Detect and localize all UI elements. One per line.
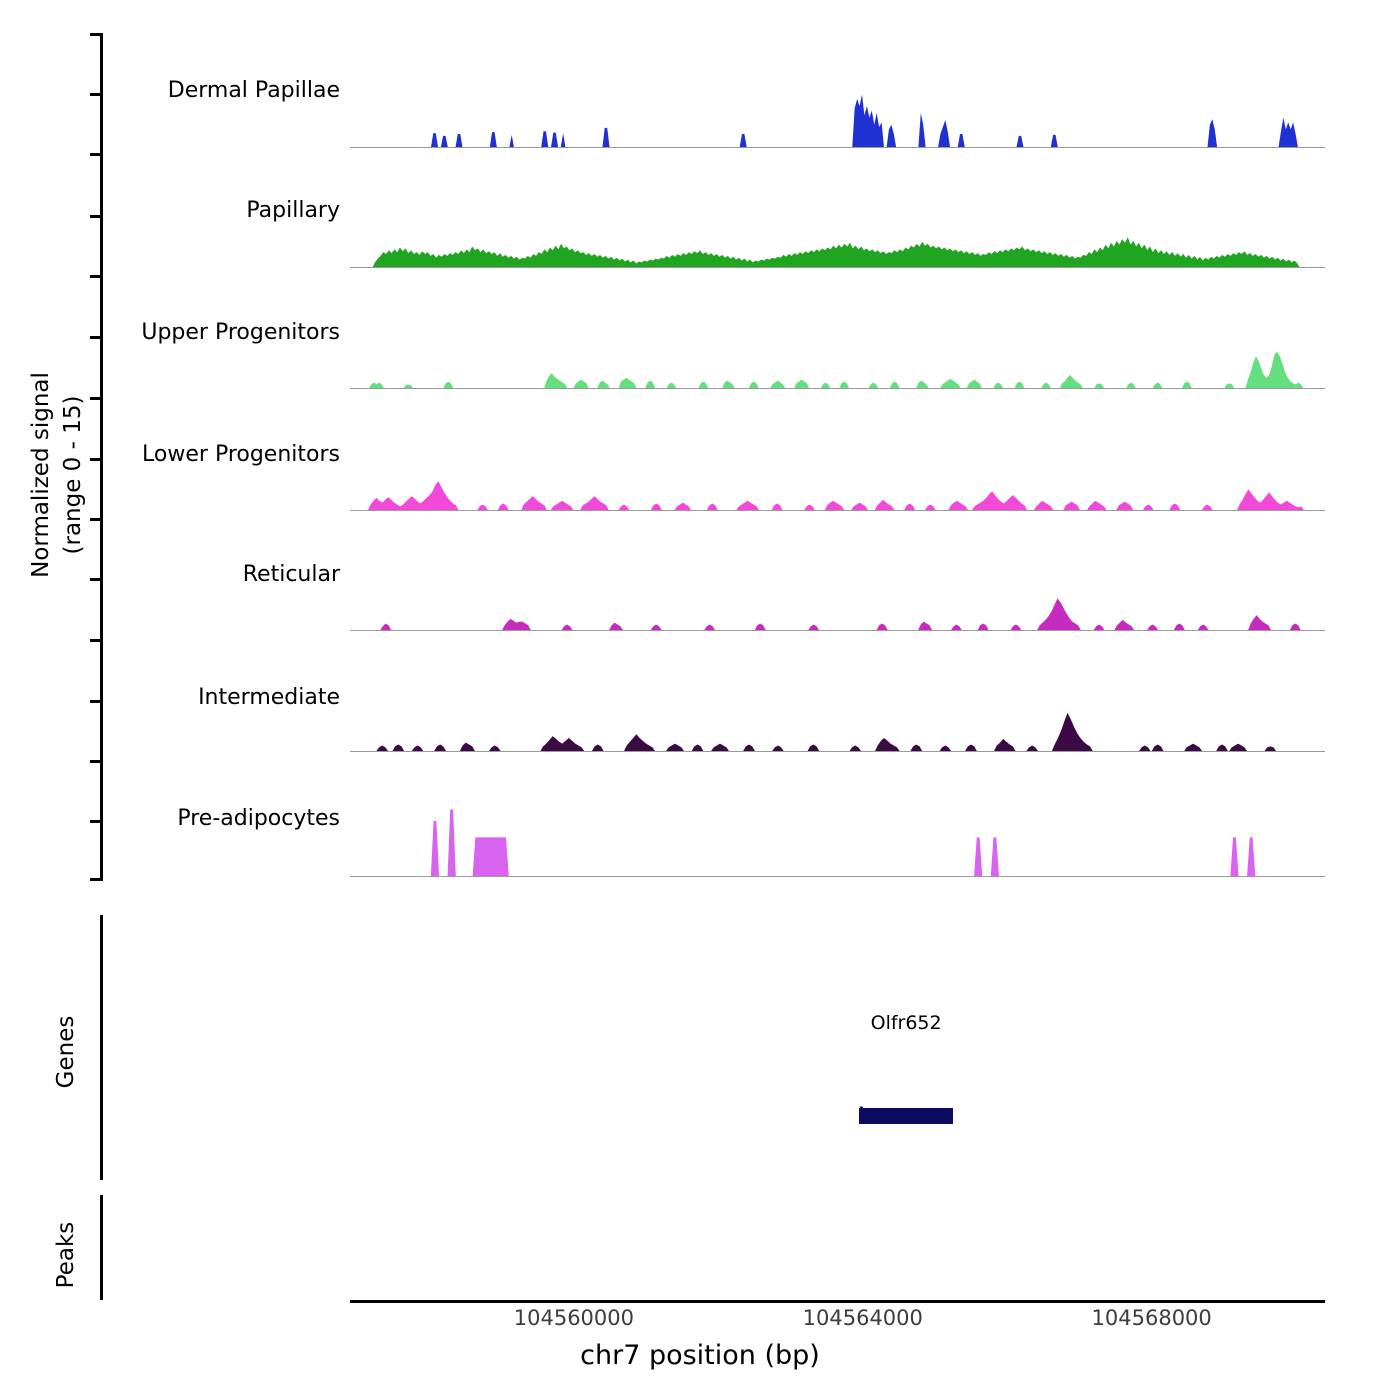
x-axis-line [350, 1300, 1325, 1303]
genes-axis-title [53, 972, 87, 1132]
signal-axis-tick [90, 518, 103, 521]
gene-name-label: Olfr652 [870, 1012, 942, 1034]
track-baseline [350, 267, 1325, 268]
x-tick-label: 104564000 [802, 1306, 923, 1330]
peaks-axis-title [53, 1175, 87, 1335]
track-dermal-papillae [350, 78, 1325, 148]
track-label-upper-progenitors: Upper Progenitors [141, 320, 340, 345]
y-axis-title-line2: (range 0 - 15) [60, 395, 86, 555]
track-label-pre-adipocytes: Pre-adipocytes [177, 806, 340, 831]
track-label-papillary: Papillary [246, 198, 340, 223]
track-label-reticular: Reticular [242, 562, 340, 587]
track-label-intermediate: Intermediate [198, 685, 340, 710]
y-axis-title-line1: Normalized signal [28, 372, 54, 578]
signal-axis-tick [90, 33, 103, 36]
gene-body[interactable] [857, 1105, 953, 1124]
peaks-title-text: Peaks [53, 1221, 79, 1289]
track-upper-progenitors [350, 319, 1325, 389]
genes-axis-spine [100, 915, 103, 1180]
track-papillary [350, 198, 1325, 268]
x-axis-title: chr7 position (bp) [580, 1340, 820, 1371]
y-axis-title [25, 360, 95, 590]
track-label-dermal-papillae: Dermal Papillae [167, 78, 340, 103]
track-baseline [350, 751, 1325, 752]
track-baseline [350, 630, 1325, 631]
track-reticular [350, 561, 1325, 631]
track-baseline [350, 388, 1325, 389]
x-tick-label: 104560000 [513, 1306, 634, 1330]
signal-axis-tick [90, 275, 103, 278]
signal-axis-tick [90, 878, 103, 881]
track-baseline [350, 876, 1325, 877]
track-lower-progenitors [350, 441, 1325, 511]
genes-title-text: Genes [53, 1015, 79, 1089]
gene-track [350, 1100, 1325, 1130]
x-tick-label: 104568000 [1091, 1306, 1212, 1330]
track-baseline [350, 510, 1325, 511]
track-baseline [350, 147, 1325, 148]
signal-axis-tick [90, 397, 103, 400]
track-label-lower-progenitors: Lower Progenitors [142, 442, 340, 467]
gene-strand-arrow-icon: ❯ [857, 1105, 869, 1121]
track-intermediate [350, 682, 1325, 752]
signal-axis-tick [90, 760, 103, 763]
track-pre-adipocytes [350, 807, 1325, 877]
signal-axis-tick [90, 639, 103, 642]
signal-axis-tick [90, 153, 103, 156]
peaks-axis-spine [100, 1195, 103, 1300]
